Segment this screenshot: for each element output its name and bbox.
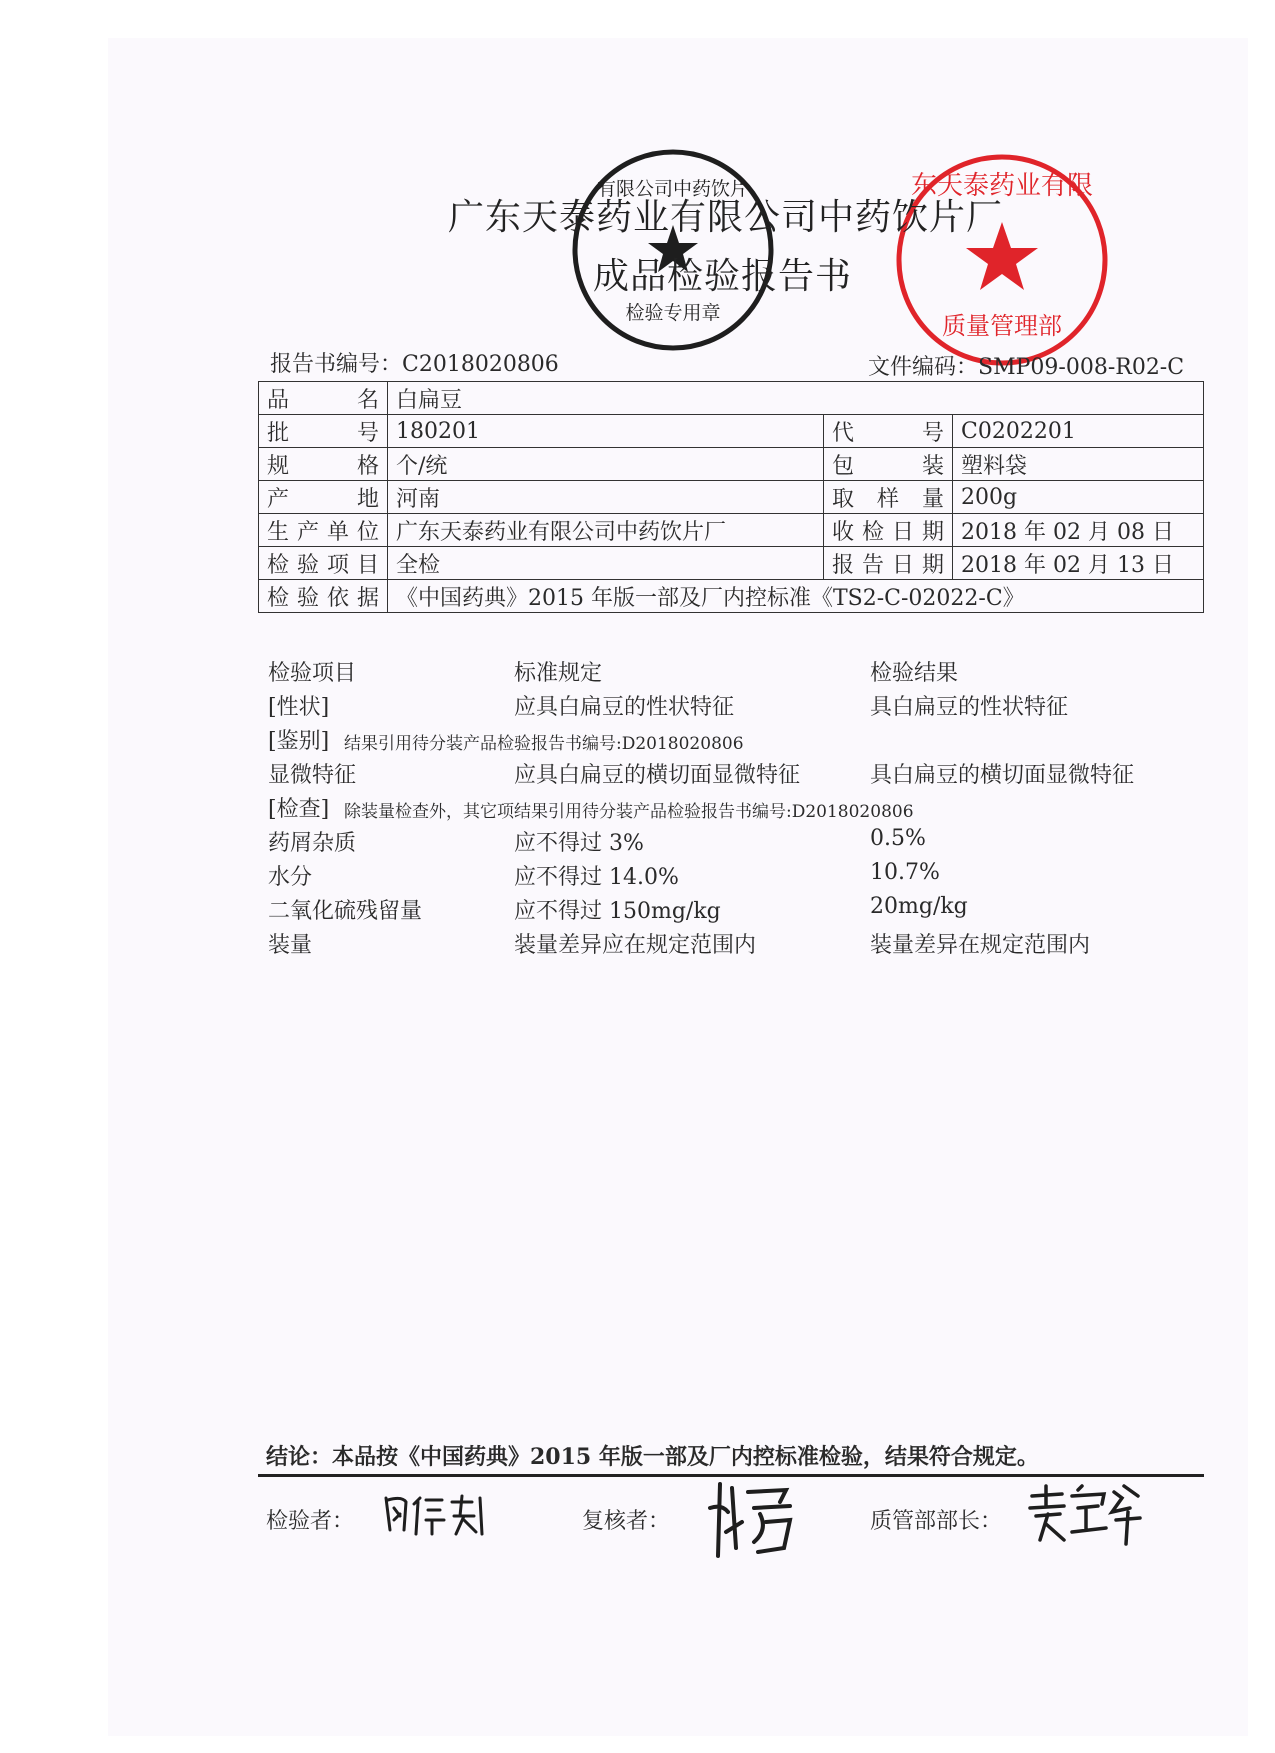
microscopy-row xyxy=(268,758,1188,790)
code-value: C0202201 xyxy=(953,415,1204,448)
spec-value: 个/统 xyxy=(388,448,824,481)
maker-label: 生产单位 xyxy=(259,514,388,547)
impurity-label: 药屑杂质 xyxy=(268,831,357,856)
fill-standard: 装量差异应在规定范围内 xyxy=(514,933,757,958)
table-row xyxy=(259,415,1204,448)
col-result-heading: 检验结果 xyxy=(870,661,959,686)
table-row xyxy=(259,580,1204,613)
document-title: 成品检验报告书 xyxy=(593,256,853,297)
file-code: 文件编码：SMP09-008-R02-C xyxy=(868,355,1185,380)
svg-text:质量管理部: 质量管理部 xyxy=(942,312,1062,340)
traits-standard: 应具白扁豆的性状特征 xyxy=(514,695,735,720)
basis-value: 《中国药典》2015 年版一部及厂内控标准《TS2-C-02022-C》 xyxy=(388,580,1204,613)
microscopy-result: 具白扁豆的横切面显微特征 xyxy=(870,763,1135,788)
svg-text:检验专用章: 检验专用章 xyxy=(625,302,721,324)
product-name-label: 品 名 xyxy=(259,382,388,415)
results-header-row xyxy=(268,656,1188,688)
fill-label: 装量 xyxy=(268,933,313,958)
impurity-result: 0.5% xyxy=(870,826,926,851)
code-label: 代 号 xyxy=(824,415,953,448)
col-standard-heading: 标准规定 xyxy=(514,661,603,686)
water-result: 10.7% xyxy=(870,860,940,885)
so2-label: 二氧化硫残留量 xyxy=(268,899,423,924)
items-value: 全检 xyxy=(388,547,824,580)
report-number: 报告书编号：C2018020806 xyxy=(270,352,559,377)
basis-label: 检验依据 xyxy=(259,580,388,613)
col-item-heading: 检验项目 xyxy=(268,661,357,686)
report-date-value: 2018 年 02 月 13 日 xyxy=(953,547,1204,580)
so2-row xyxy=(268,894,1188,926)
traits-label: [性状] xyxy=(268,695,330,720)
svg-text:有限公司中药饮片: 有限公司中药饮片 xyxy=(596,178,750,200)
quality-dept-stamp-red xyxy=(890,148,1114,372)
microscopy-standard: 应具白扁豆的横切面显微特征 xyxy=(514,763,801,788)
svg-text:东天泰药业有限: 东天泰药业有限 xyxy=(910,171,1094,201)
table-row xyxy=(259,448,1204,481)
table-row xyxy=(259,547,1204,580)
package-value: 塑料袋 xyxy=(953,448,1204,481)
impurity-row xyxy=(268,826,1188,858)
table-row xyxy=(259,382,1204,415)
report-date-label: 报告日期 xyxy=(824,547,953,580)
check-note: 除装量检查外，其它项结果引用待分装产品检验报告书编号:D2018020806 xyxy=(344,802,914,822)
company-title: 广东天泰药业有限公司中药饮片厂 xyxy=(448,197,1004,238)
identification-note: 结果引用待分装产品检验报告书编号:D2018020806 xyxy=(344,734,744,754)
conclusion-text: 结论：本品按《中国药典》2015 年版一部及厂内控标准检验，结果符合规定。 xyxy=(266,1444,1039,1470)
inspector-signature xyxy=(380,1490,490,1540)
identification-label: [鉴别] xyxy=(268,729,330,754)
spec-label: 规 格 xyxy=(259,448,388,481)
maker-value: 广东天泰药业有限公司中药饮片厂 xyxy=(388,514,824,547)
package-label: 包 装 xyxy=(824,448,953,481)
reviewer-label: 复核者： xyxy=(582,1509,671,1534)
so2-result: 20mg/kg xyxy=(870,894,968,919)
received-date-label: 收检日期 xyxy=(824,514,953,547)
origin-label: 产 地 xyxy=(259,481,388,514)
origin-value: 河南 xyxy=(388,481,824,514)
received-date-value: 2018 年 02 月 08 日 xyxy=(953,514,1204,547)
traits-result: 具白扁豆的性状特征 xyxy=(870,695,1069,720)
sample-value: 200g xyxy=(953,481,1204,514)
microscopy-label: 显微特征 xyxy=(268,763,357,788)
manager-label: 质管部部长： xyxy=(870,1509,1003,1534)
batch-value: 180201 xyxy=(388,415,824,448)
check-label: [检查] xyxy=(268,797,330,822)
sample-label: 取样量 xyxy=(824,481,953,514)
table-row xyxy=(259,481,1204,514)
inspector-label: 检验者： xyxy=(266,1509,355,1534)
items-label: 检验项目 xyxy=(259,547,388,580)
so2-standard: 应不得过 150mg/kg xyxy=(514,899,721,924)
identification-row xyxy=(268,724,1188,756)
reviewer-signature xyxy=(706,1478,798,1562)
product-info-table xyxy=(258,381,1204,613)
manager-signature xyxy=(1026,1482,1144,1548)
water-label: 水分 xyxy=(268,865,313,890)
table-row xyxy=(259,514,1204,547)
conclusion-divider xyxy=(258,1474,1204,1477)
water-row xyxy=(268,860,1188,892)
fill-result: 装量差异在规定范围内 xyxy=(870,933,1091,958)
batch-label: 批 号 xyxy=(259,415,388,448)
check-row xyxy=(268,792,1188,824)
water-standard: 应不得过 14.0% xyxy=(514,865,679,890)
product-name-value: 白扁豆 xyxy=(388,382,1204,415)
traits-row xyxy=(268,690,1188,722)
impurity-standard: 应不得过 3% xyxy=(514,831,644,856)
fill-row xyxy=(268,928,1188,960)
